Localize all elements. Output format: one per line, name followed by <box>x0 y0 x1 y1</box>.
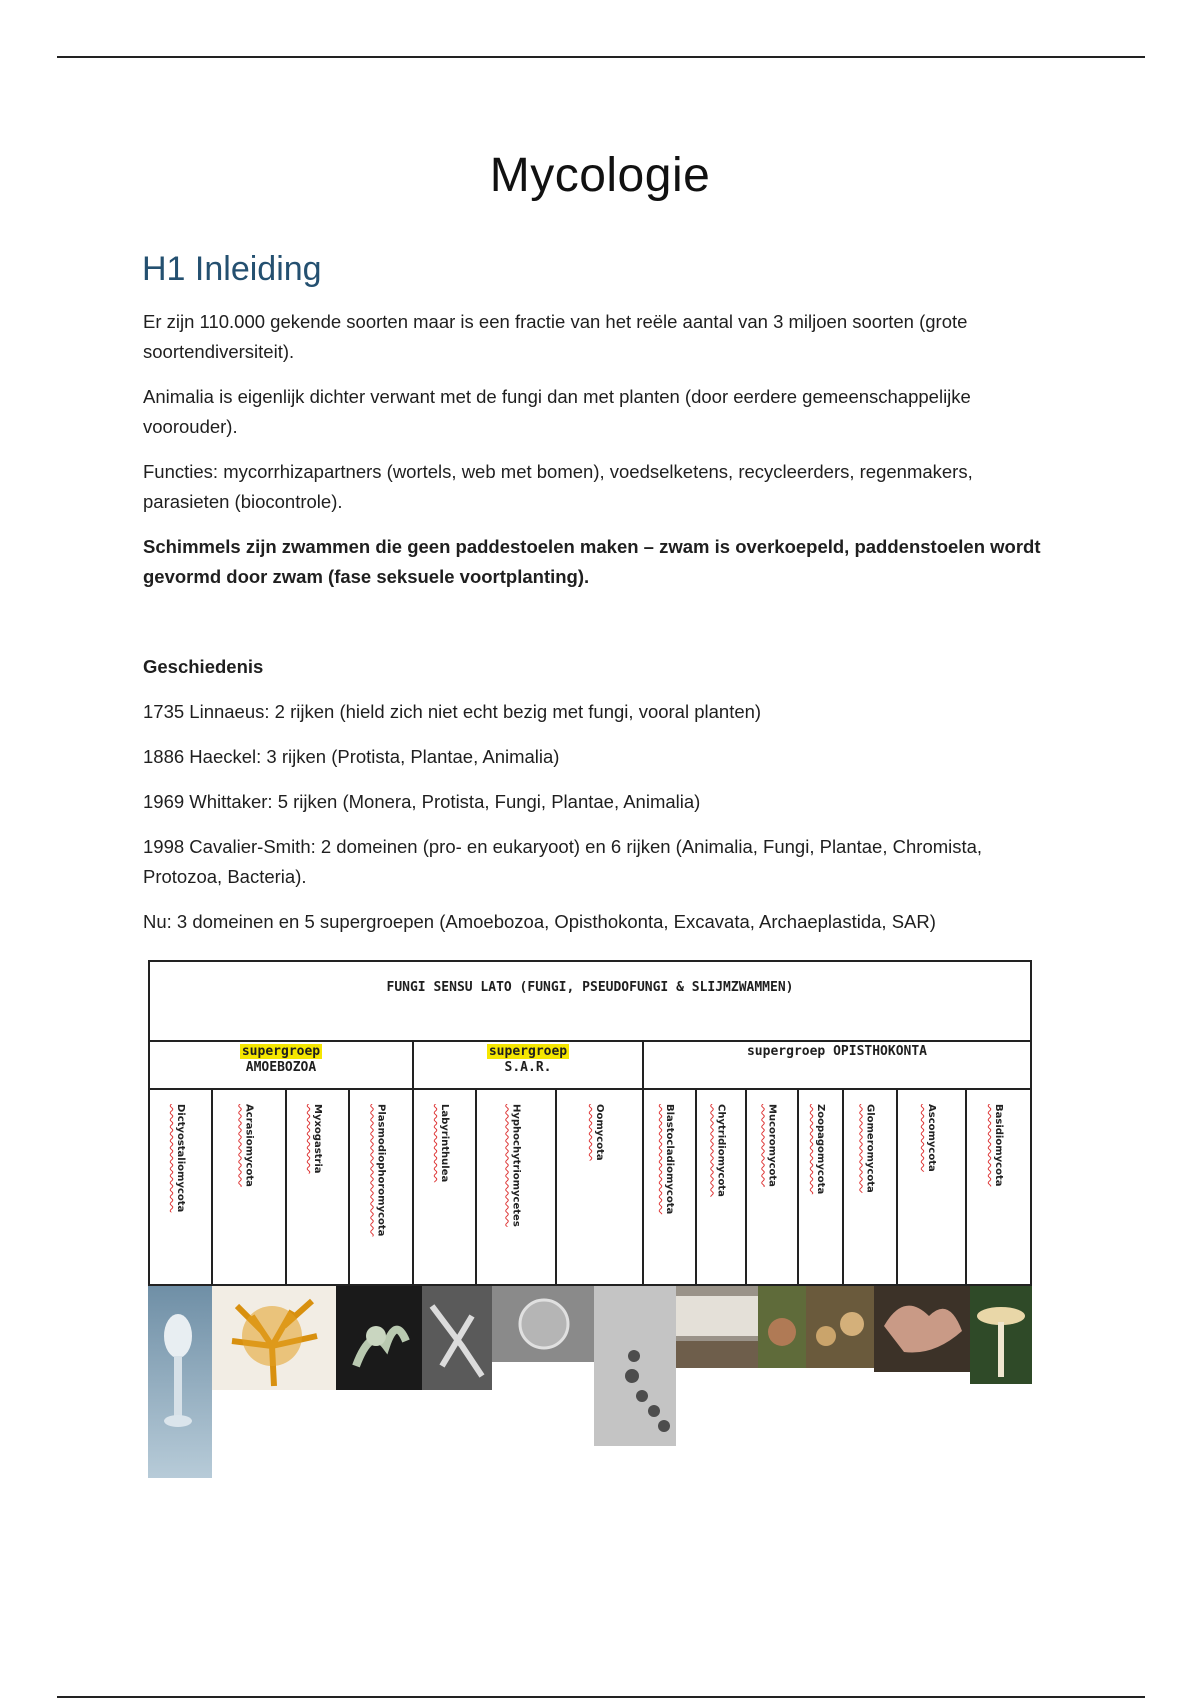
paragraph-animalia: Animalia is eigenlijk dichter verwant met de fungi dan met planten (door eerdere gemeenschappelijke voorouder). <box>143 386 971 437</box>
labyrinthulea-image <box>422 1286 492 1390</box>
fungi-classification-table <box>148 960 1032 1286</box>
column-label: Oomycota <box>594 1104 605 1161</box>
paragraph-species: Er zijn 110.000 gekende soorten maar is een fractie van het reële aantal van 3 miljoen soorten (grote soortendiversiteit). <box>143 311 968 362</box>
column-label: Plasmodiophoromycota <box>375 1104 387 1237</box>
hyphochytrium-image <box>492 1286 594 1362</box>
history-item: 1886 Haeckel: 3 rijken (Protista, Plantae, Animalia) <box>143 746 560 767</box>
column-label: Mucoromycota <box>766 1104 778 1187</box>
group-label: supergroep <box>241 1044 321 1059</box>
paragraph-schimmels: Schimmels zijn zwammen die geen paddestoelen maken – zwam is overkoepeld, paddenstoelen wordt gevormd door zwam (fase seksuele voortplanting). <box>143 536 1041 587</box>
column-cell <box>213 1090 287 1286</box>
column-cell <box>477 1090 557 1286</box>
history-item: 1735 Linnaeus: 2 rijken (hield zich niet echt bezig met fungi, vooral planten) <box>143 701 762 722</box>
column-cell <box>414 1090 477 1286</box>
group-sar <box>414 1042 644 1090</box>
column-label: Blastocladiomycota <box>664 1104 675 1215</box>
ascomycota-image <box>874 1286 970 1372</box>
column-label: Ascomycota <box>926 1104 937 1172</box>
bottom-rule <box>57 1696 1145 1698</box>
top-rule <box>57 56 1145 58</box>
group-name: OPISTHOKONTA <box>833 1044 928 1059</box>
history-item: 1969 Whittaker: 5 rijken (Monera, Protista, Fungi, Plantae, Animalia) <box>143 791 701 812</box>
column-cell <box>799 1090 844 1286</box>
history-title: Geschiedenis <box>143 656 264 677</box>
blastocladiomycota-image <box>676 1286 758 1368</box>
column-cell <box>898 1090 967 1286</box>
paragraph-functions: Functies: mycorrhizapartners (wortels, web met bomen), voedselketens, recycleerders, regenmakers, parasieten (biocontrole). <box>143 461 973 512</box>
history-item: Nu: 3 domeinen en 5 supergroepen (Amoebozoa, Opisthokonta, Excavata, Archaeplastida, SAR) <box>143 911 936 932</box>
column-cell <box>697 1090 747 1286</box>
column-cell <box>350 1090 414 1286</box>
column-label: Chytridiomycota <box>715 1104 727 1197</box>
column-label: Dictyostaliomycota <box>175 1104 186 1213</box>
column-cell <box>844 1090 898 1286</box>
table-header: FUNGI SENSU LATO (FUNGI, PSEUDOFUNGI & SLIJMZWAMMEN) <box>150 962 1030 1042</box>
group-name: AMOEBOZOA <box>245 1060 317 1075</box>
group-opisthokonta <box>644 1042 1030 1090</box>
column-cell <box>557 1090 644 1286</box>
group-label: supergroep <box>746 1044 826 1059</box>
dictyostelium-image <box>148 1286 212 1478</box>
column-label: Zoopagomycota <box>815 1104 826 1195</box>
group-name: S.A.R. <box>504 1060 552 1075</box>
column-label: Glomeromycota <box>864 1104 876 1193</box>
column-cell <box>967 1090 1030 1286</box>
page-title: Mycologie <box>489 149 711 202</box>
column-cell <box>150 1090 213 1286</box>
chytridiomycota-image <box>758 1286 806 1368</box>
acrasiomycota-image <box>212 1286 336 1390</box>
group-label: supergroep <box>488 1044 568 1059</box>
basidiomycota-image <box>970 1286 1032 1384</box>
column-label: Myxogastria <box>312 1104 323 1174</box>
oomycota-image <box>594 1286 676 1446</box>
mucoromycota-image <box>806 1286 874 1368</box>
column-label: Hyphochytriomycetes <box>510 1104 522 1227</box>
group-amoebozoa <box>150 1042 414 1090</box>
section-heading: H1 Inleiding <box>142 250 322 288</box>
column-label: Acrasiomycota <box>243 1104 255 1187</box>
myxogastria-image <box>336 1286 422 1390</box>
column-cell <box>747 1090 799 1286</box>
column-label: Labyrinthulea <box>439 1104 450 1183</box>
column-cell <box>644 1090 697 1286</box>
history-item: 1998 Cavalier-Smith: 2 domeinen (pro- en eukaryoot) en 6 rijken (Animalia, Fungi, Plantae, Chromista, Protozoa, Bacteria). <box>143 836 983 887</box>
column-cell <box>287 1090 350 1286</box>
column-label: Basidiomycota <box>993 1104 1004 1187</box>
